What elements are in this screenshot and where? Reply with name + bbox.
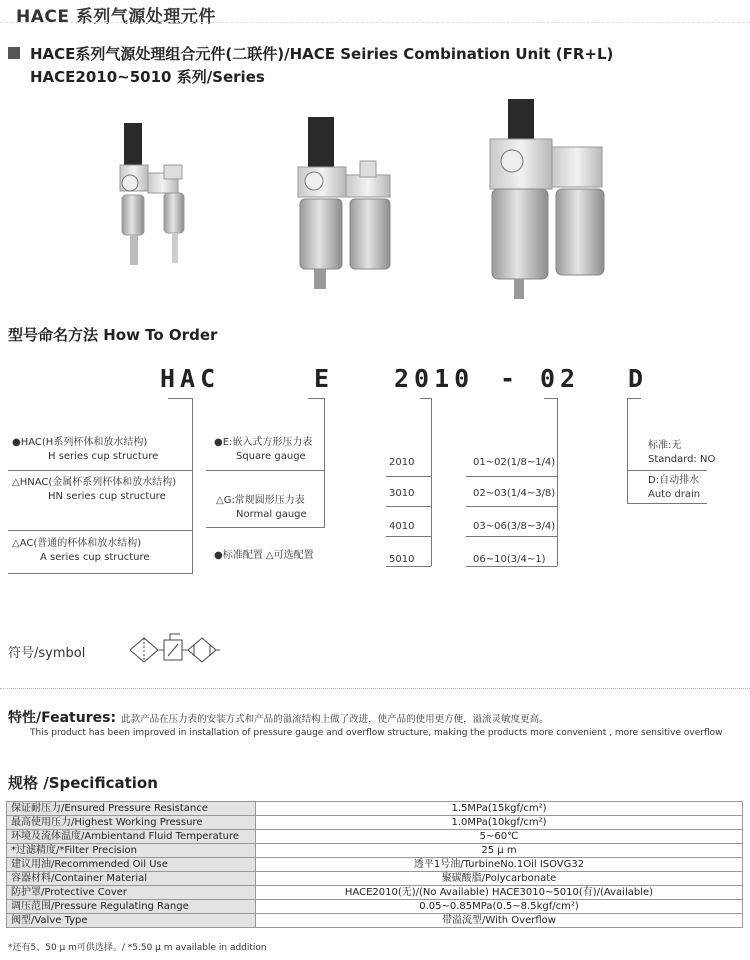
gauge-divider-1 [206,470,324,471]
cup-divider-1 [8,470,192,471]
product-subtitle: HACE系列气源处理组合元件(二联件)/HACE Seiries Combination Unit (FR+L) [30,45,614,63]
cup-option-ac: △AC(普通的杯体和放水结构) A series cup structure [12,538,150,563]
drain-standard: 标准:无 Standard: NO [648,440,716,465]
drain-auto: D:自动排水 Auto drain [648,475,701,500]
features-heading: 特性/Features: [8,710,117,726]
size-divider-1 [386,476,431,477]
size-5010: 5010 [389,554,415,565]
table-row: 保证耐压力/Ensured Pressure Resistance 1.5MPa(15kgf/cm²) [7,802,743,816]
order-heading: 型号命名方法 How To Order [8,326,218,344]
code-dash: - [500,364,521,393]
port-02-03: 02~03(1/4~3/8) [473,488,556,499]
symbol-label: 符号/symbol [8,646,86,661]
config-legend: ●标准配置 △可选配置 [214,550,314,561]
table-row: 建议用油/Recommended Oil Use 透平1号油/TurbineNo.1Oil ISOVG32 [7,858,743,872]
connector-hac [168,398,192,399]
table-row: 容器材料/Container Material 聚碳酸脂/Polycarbonate [7,872,743,886]
connector-port-v [557,398,558,566]
connector-e [308,398,324,399]
gauge-option-e: ●E:嵌入式方形压力表 Square gauge [214,437,313,462]
size-2010: 2010 [389,457,415,468]
port-divider-3 [466,536,557,537]
code-e: E [314,364,335,393]
port-divider-2 [466,506,557,507]
unit-medium-image [298,117,390,289]
table-row: 调压范围/Pressure Regulating Range 0.05~0.85MPa(0.5~8.5kgf/cm²) [7,900,743,914]
unit-large-image [490,99,604,299]
drain-divider-2 [627,503,707,504]
spec-footnote: *还有5、50 μ m可供选择。/ *5.50 μ m available in addition [8,943,267,953]
size-divider-2 [386,506,431,507]
size-divider-3 [386,536,431,537]
cup-option-hnac: △HNAC(金属杯系列杯体和放水结构) HN series cup structure [12,477,177,502]
table-row: 阀型/Valve Type 带溢流型/With Overflow [7,914,743,928]
port-01-02: 01~02(1/8~1/4) [473,457,556,468]
pneumatic-symbol-icon [130,630,220,670]
features-text-cn: 此款产品在压力表的安装方式和产品的溢流结构上做了改进，使产品的使用更方便，溢流灵敏度更高。 [121,714,549,725]
connector-size-v [431,398,432,566]
series-subtitle: HACE2010~5010 系列/Series [30,68,265,86]
port-06-10: 06~10(3/4~1) [473,554,546,565]
cup-divider-3 [8,573,193,574]
table-row: 最高使用压力/Highest Working Pressure 1.0MPa(10kgf/cm²) [7,816,743,830]
connector-port [544,398,558,399]
page-title: HACE 系列气源处理元件 [16,7,216,27]
port-divider-1 [466,476,557,477]
spec-table-wrap [6,801,743,928]
symbol-divider [0,688,750,689]
code-hac: HAC [160,364,221,393]
section-square-icon [8,47,20,59]
product-photos [100,95,660,310]
header-divider [0,22,750,23]
code-port: 02 [540,364,581,393]
gauge-divider-2 [206,527,324,528]
cup-divider-2 [8,530,192,531]
code-drain: D [628,364,649,393]
spec-heading: 规格 /Specification [8,774,158,792]
cup-option-hac: ●HAC(H系列杯体和放水结构) H series cup structure [12,437,159,462]
spec-table [6,801,743,928]
connector-drain [627,398,641,399]
features-row [8,707,748,727]
connector-hac-v [192,398,193,574]
features-text-en: This product has been improved in installation of pressure gauge and overflow structure, making the products more convenient , more sensitive overflow [30,728,723,738]
drain-divider-1 [627,470,707,471]
size-3010: 3010 [389,488,415,499]
size-4010: 4010 [389,521,415,532]
unit-small-image [120,123,184,265]
table-row: *过滤精度/*Filter Precision 25 μ m [7,844,743,858]
table-row: 环境及流体温度/Ambientand Fluid Temperature 5~60℃ [7,830,743,844]
connector-drain-v [627,398,628,504]
table-row: 防护罩/Protective Cover HACE2010(无)/(No Available) HACE3010~5010(有)/(Available) [7,886,743,900]
gauge-option-g: △G:常规圆形压力表 Normal gauge [216,495,307,520]
connector-e-v [324,398,325,528]
code-size: 2010 [394,364,475,393]
port-03-06: 03~06(3/8~3/4) [473,521,556,532]
